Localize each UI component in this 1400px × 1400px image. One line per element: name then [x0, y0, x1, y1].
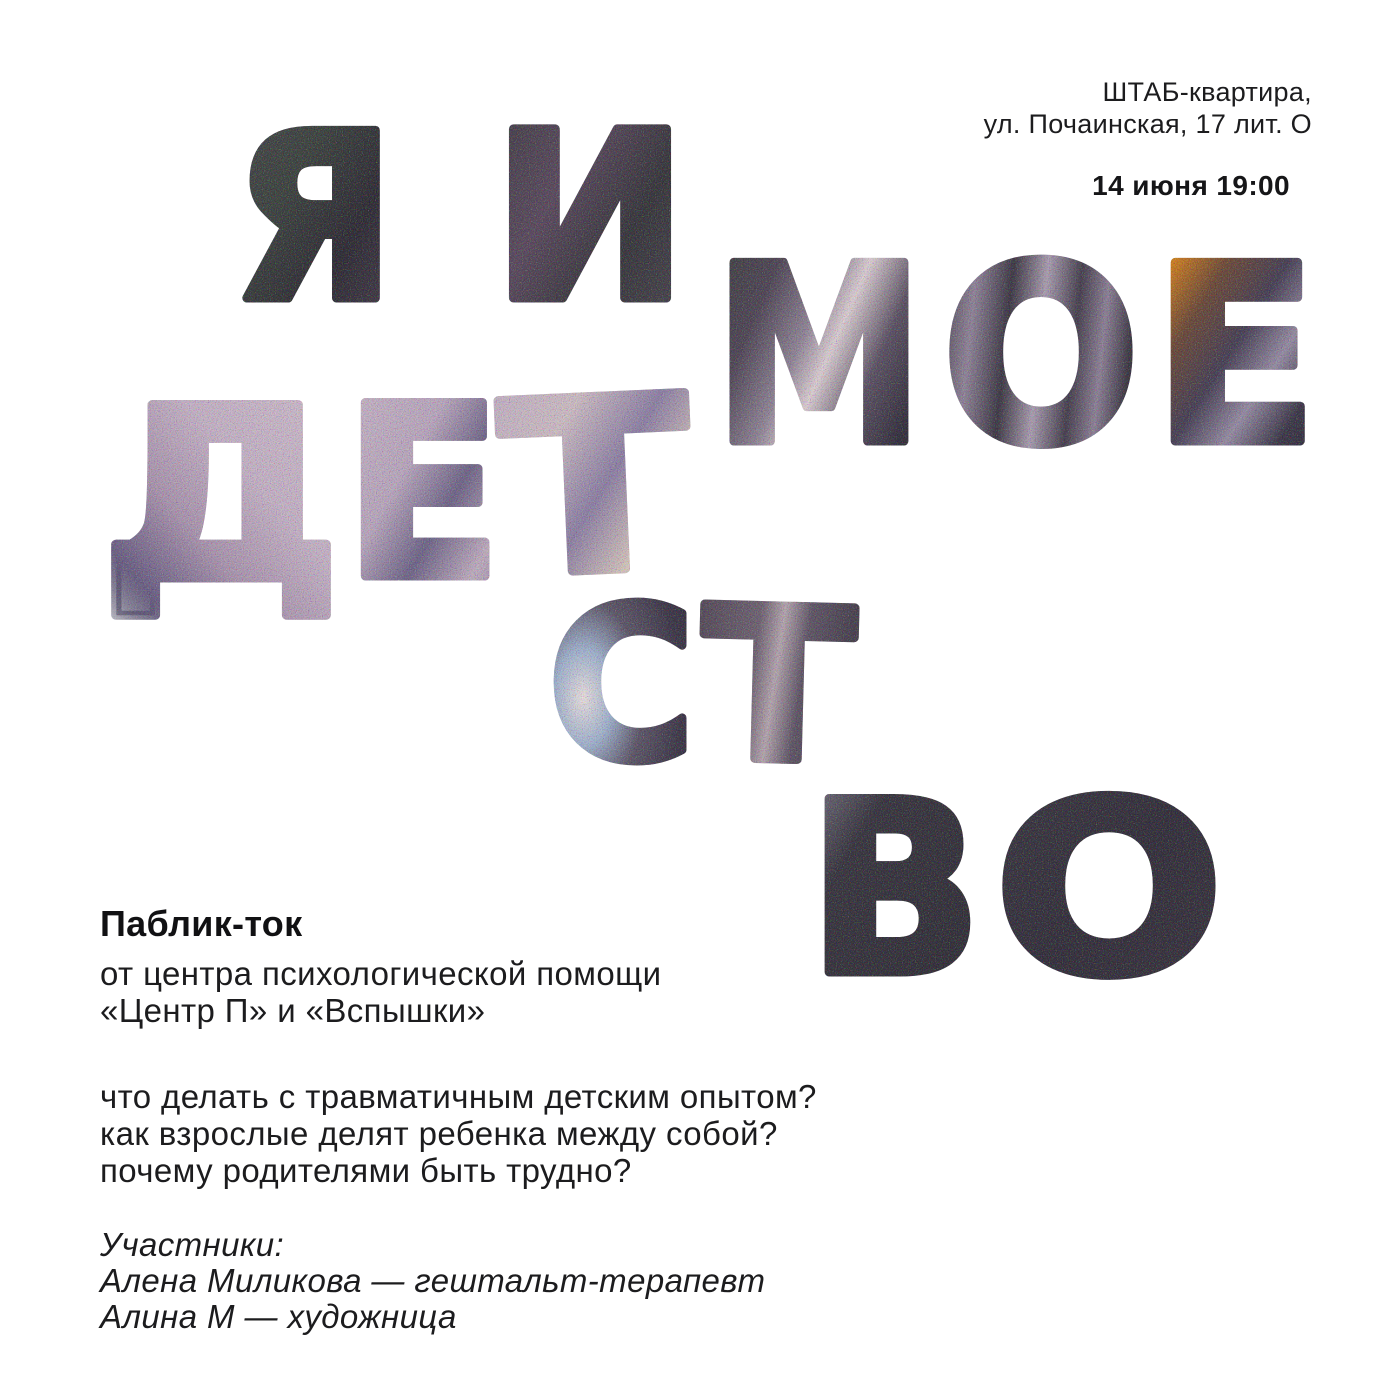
venue-line2: ул. Почаинская, 17 лит. О — [983, 109, 1312, 139]
title-letter-t1: Т — [495, 347, 670, 631]
title-letter-v: В — [808, 752, 982, 1029]
lead-line2: «Центр П» и «Вспышки» — [100, 992, 486, 1029]
title-letter-m: М — [714, 214, 924, 499]
title-letter-d: Д — [100, 358, 342, 635]
venue-line1: ШТАБ-квартира, — [1102, 77, 1312, 107]
participants-label: Участники: — [100, 1226, 285, 1263]
title-letter-s: С — [548, 563, 695, 808]
participant-line2: Алина М — художница — [100, 1298, 457, 1335]
title-letter-e2: Е — [344, 356, 502, 633]
questions-block — [100, 1078, 817, 1189]
lead-block — [100, 902, 661, 1029]
title-letter-o2: О — [994, 752, 1224, 1029]
title-letter-i: И — [492, 83, 688, 353]
title-letter-e1: Е — [1153, 214, 1318, 499]
event-datetime: 14 июня 19:00 — [1092, 170, 1290, 201]
title-letter-t2: Т — [698, 562, 849, 811]
question-line: как взрослые делят ребенка между собой? — [100, 1115, 778, 1152]
question-line: что делать с травматичным детским опытом? — [100, 1078, 817, 1115]
title-letter-ya: Я — [233, 86, 395, 353]
participant-line1: Алена Миликова — гештальт-терапевт — [100, 1262, 766, 1299]
lead-heading: Паблик-ток — [100, 903, 303, 944]
question-line: почему родителями быть трудно? — [100, 1152, 632, 1189]
participants-block — [100, 1227, 765, 1335]
title-letter-o1: О — [942, 214, 1140, 499]
lead-line1: от центра психологической помощи — [100, 955, 662, 992]
